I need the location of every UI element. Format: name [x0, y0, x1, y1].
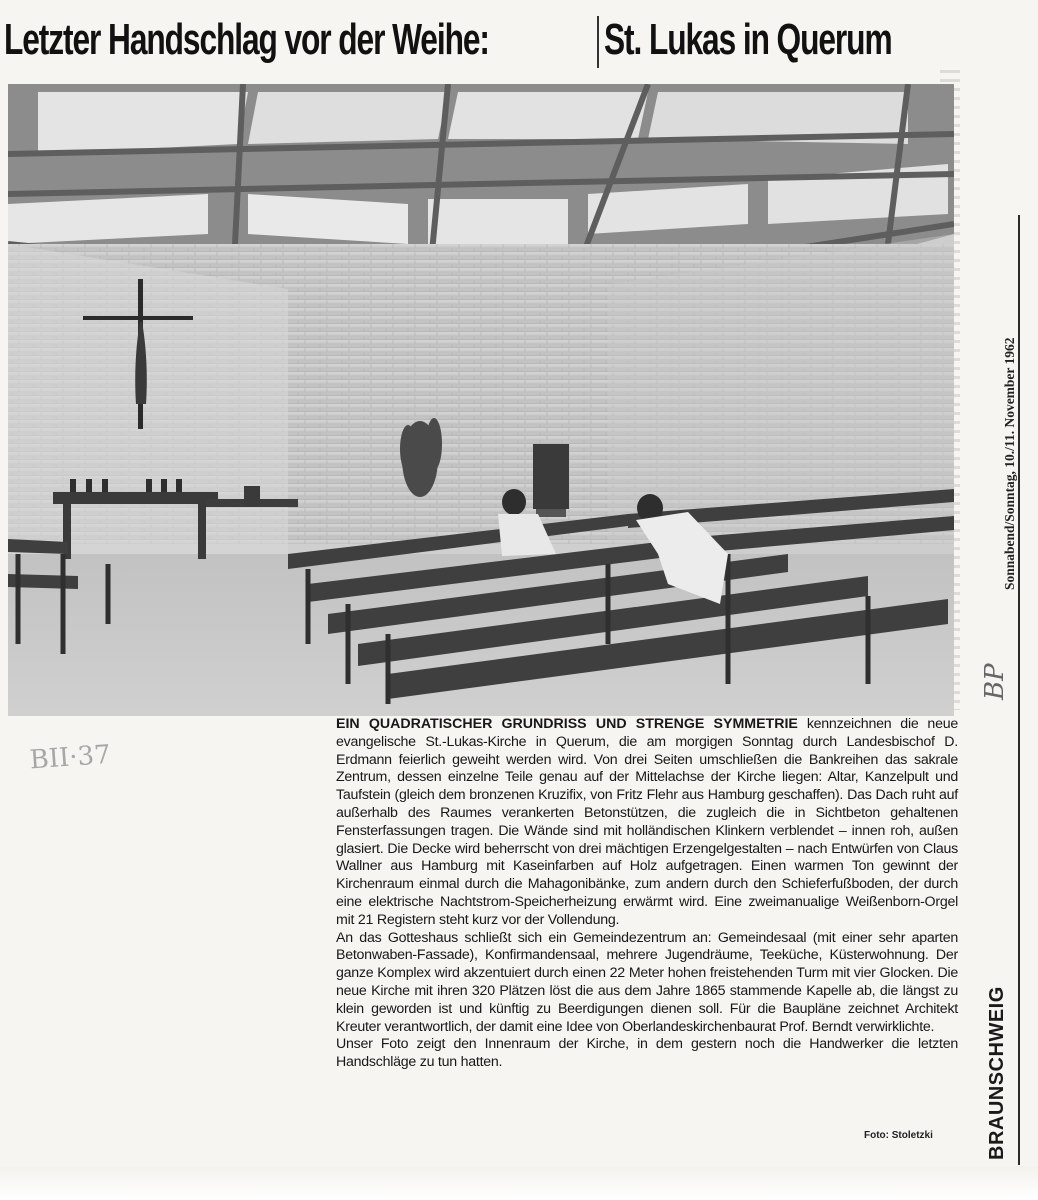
photo-credit: Foto: Stoletzki [864, 1130, 933, 1141]
headline [0, 10, 1038, 70]
caption-paragraph-2: An das Gotteshaus schließt sich ein Gemeindezentrum an: Gemeindesaal (mit einer sehr aparten Betonwaben-Fassade), Konfirmandensaal, mehrere Jugendräume, Teeküche, Küsterwohnung. Der ganze Komplex wird akzentuiert durch einen 22 Meter hohen freistehenden Turm mit vier Glocken. Die neue Kirche mit ihren 320 Plätzen löst die aus dem Jahre 1865 stammende Kapelle ab, die längst zu klein geworden ist und künftig zu Beerdigungen dienen soll. Für die Baupläne zeichnet Architekt Kreuter verantwortlich, der damit eine Idee von Oberlandeskirchenbaurat Prof. Berndt verwirklichte. [336, 929, 958, 1035]
caption-paragraph-1 [336, 716, 958, 930]
caption-text [336, 716, 958, 1156]
headline-subject: St. Lukas in Querum [604, 15, 892, 64]
margin-rule [1018, 215, 1020, 1165]
caption-paragraph-3: Unser Foto zeigt den Innenraum der Kirche, in dem gestern noch die Handwerker die letzten Handschläge zu tun hatten. [336, 1036, 958, 1071]
caption-body: kennzeichnen die neue evangelische St.-Lukas-Kirche in Querum, die am morgigen Sonntag durch Landesbischof D. Erdmann feierlich geweiht werden wird. Von drei Seiten umschließen die Bankreihen das sakrale Zentrum, dessen einzelne Teile genau auf der Mittelachse der Kirche liegen: Altar, Kanzelpult und Taufstein (gleich dem bronzenen Kruzifix, von Fritz Flehr aus Hamburg geschaffen). Das Dach ruht auf außerhalb des Raumes verankerten Betonstützen, die zugleich die in Sichtbeton gehaltenen Fensterfassungen tragen. Die Wände sind mit holländischen Klinkern verblendet – innen roh, außen glasiert. Die Decke wird beherrscht von drei mächtigen Erzengelgestalten – nach Entwürfen von Claus Wallner aus Hamburg mit Kaseinfarben auf Holz aufgetragen. Einen warmen Ton gewinnt der Kirchenraum einmal durch die Mahagonibänke, zum andern durch den Schieferfußboden, der durch eine elektrische Nachtstrom-Speicherheizung erwärmt wird. Eine zweimanualige Weißenborn-Orgel mit 21 Registern steht kurz vor der Vollendung. [336, 716, 958, 928]
handwritten-archive-note: BII·37 [28, 739, 112, 776]
publication-date: Sonnabend/Sonntag, 10./11. November 1962 [1002, 337, 1017, 590]
publication-city: BRAUNSCHWEIG [986, 986, 1008, 1160]
church-interior-photo [8, 84, 954, 716]
photo-illustration [8, 84, 954, 716]
handwritten-initials: BP [980, 663, 1010, 700]
headline-title: Letzter Handschlag vor der Weihe: [4, 15, 489, 64]
caption-lead: EIN QUADRATISCHER GRUNDRISS UND STRENGE SYMMETRIE [336, 716, 798, 732]
page-bottom-edge [0, 1166, 1038, 1200]
headline-bracket-mark [597, 16, 599, 68]
